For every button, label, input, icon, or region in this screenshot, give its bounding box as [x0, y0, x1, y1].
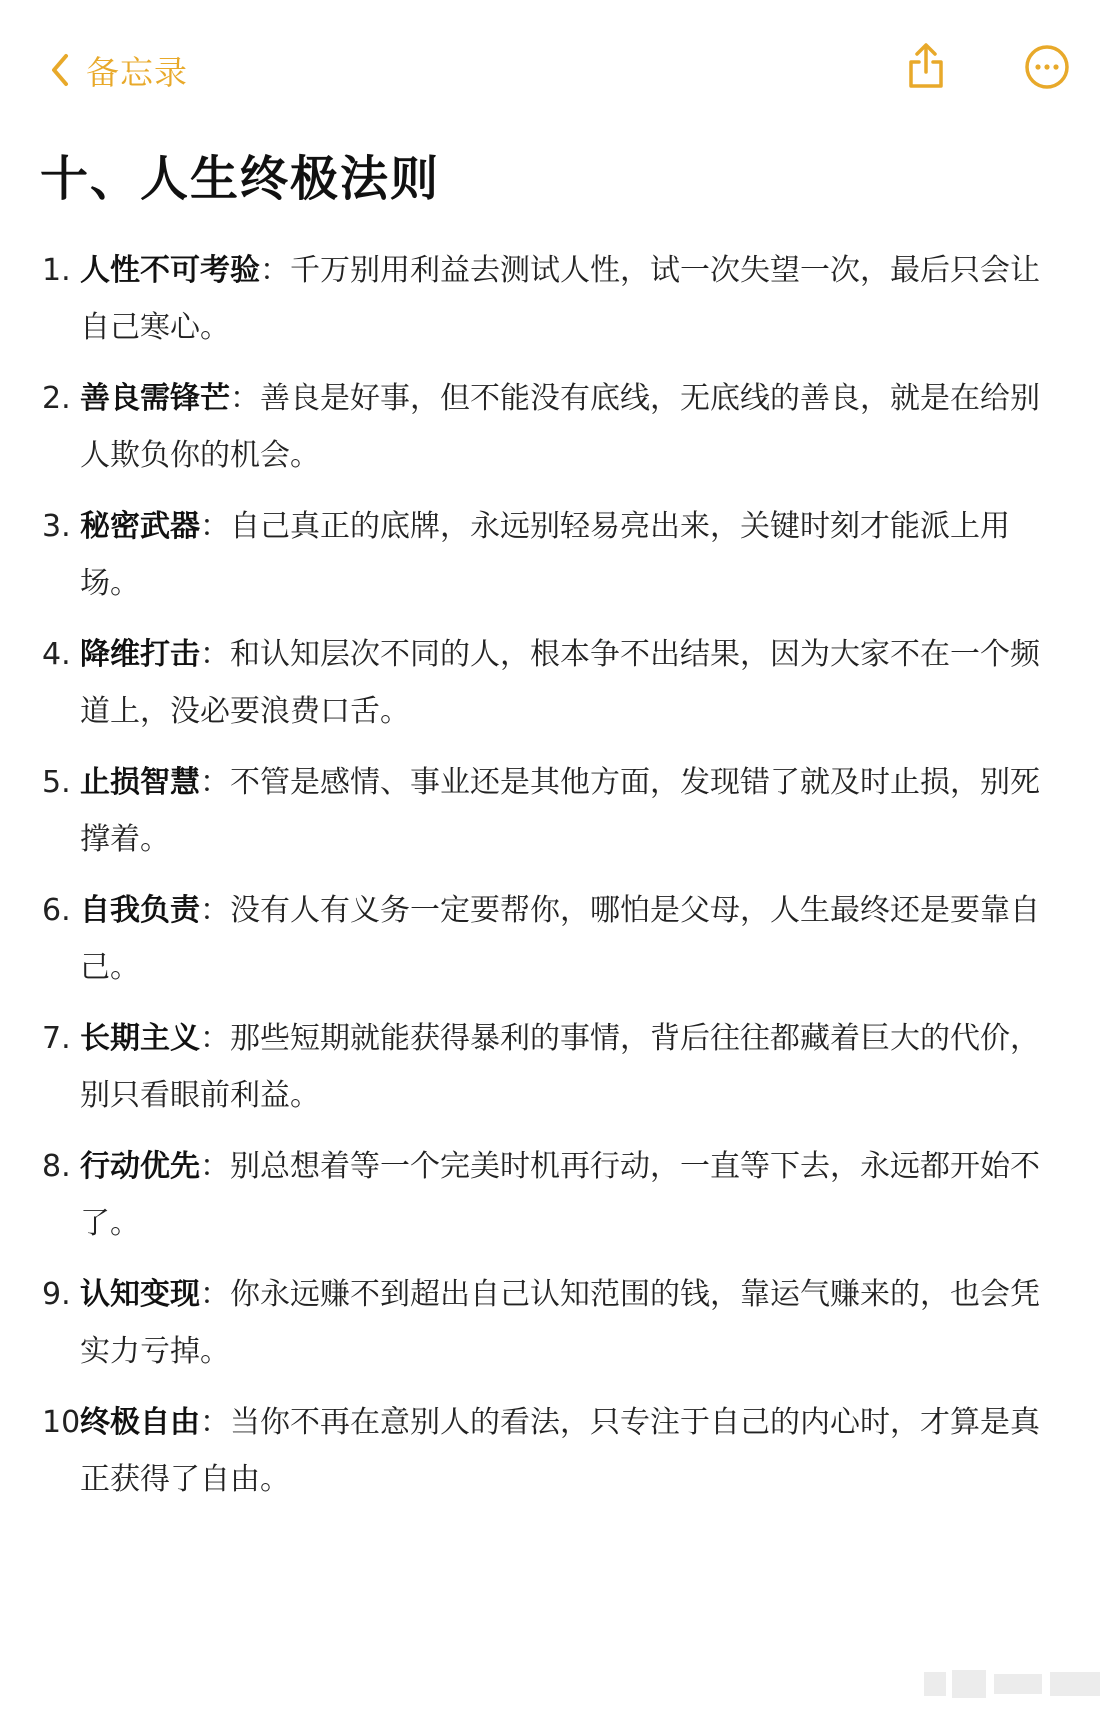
- item-number: 5.: [42, 765, 71, 800]
- item-number: 2.: [42, 381, 71, 416]
- list-item: [0, 1266, 1066, 1380]
- item-text: 善良是好事，但不能没有底线，无底线的善良，就是在给别人欺负你的机会。: [80, 381, 1040, 473]
- list-item: [0, 498, 1066, 612]
- share-icon: [904, 75, 948, 94]
- list-item: [0, 1010, 1066, 1124]
- list-item: [0, 1394, 1066, 1508]
- item-separator: ：: [200, 637, 230, 672]
- item-separator: ：: [200, 765, 230, 800]
- item-separator: ：: [200, 1277, 230, 1312]
- item-separator: ：: [200, 509, 230, 544]
- item-number: 9.: [42, 1277, 71, 1312]
- item-text: 别总想着等一个完美时机再行动，一直等下去，永远都开始不了。: [80, 1149, 1040, 1241]
- item-label: 行动优先: [80, 1149, 200, 1184]
- more-button[interactable]: [1024, 44, 1070, 94]
- item-separator: ：: [200, 1405, 230, 1440]
- navigation-bar: [0, 0, 1114, 140]
- item-text: 没有人有义务一定要帮你，哪怕是父母，人生最终还是要靠自己。: [80, 893, 1040, 985]
- watermark: [924, 1664, 1104, 1704]
- list-item: [0, 242, 1066, 356]
- back-button[interactable]: [50, 46, 188, 94]
- item-label: 自我负责: [80, 893, 200, 928]
- item-number: 10: [42, 1405, 81, 1440]
- item-text: 千万别用利益去测试人性，试一次失望一次，最后只会让自己寒心。: [80, 253, 1040, 345]
- item-text: 自己真正的底牌，永远别轻易亮出来，关键时刻才能派上用场。: [80, 509, 1010, 601]
- item-label: 认知变现: [80, 1277, 200, 1312]
- list-item: [0, 370, 1066, 484]
- item-label: 秘密武器: [80, 509, 200, 544]
- item-label: 人性不可考验: [80, 253, 260, 288]
- share-button[interactable]: [904, 42, 948, 94]
- item-label: 降维打击: [80, 637, 200, 672]
- item-label: 终极自由: [80, 1405, 200, 1440]
- item-text: 和认知层次不同的人，根本争不出结果，因为大家不在一个频道上，没必要浪费口舌。: [80, 637, 1040, 729]
- item-text: 你永远赚不到超出自己认知范围的钱，靠运气赚来的，也会凭实力亏掉。: [80, 1277, 1040, 1369]
- more-icon: [1024, 75, 1070, 94]
- item-label: 止损智慧: [80, 765, 200, 800]
- item-separator: ：: [200, 1021, 230, 1056]
- note-title: 十、人生终极法则: [40, 151, 441, 207]
- item-number: 3.: [42, 509, 71, 544]
- chevron-left-icon: [50, 53, 70, 87]
- item-separator: ：: [230, 381, 260, 416]
- item-separator: ：: [200, 893, 230, 928]
- list-item: [0, 626, 1066, 740]
- item-label: 长期主义: [80, 1021, 200, 1056]
- item-number: 8.: [42, 1149, 71, 1184]
- list-item: [0, 754, 1066, 868]
- item-separator: ：: [260, 253, 290, 288]
- item-number: 6.: [42, 893, 71, 928]
- rules-list: [0, 242, 1114, 1522]
- item-label: 善良需锋芒: [80, 381, 230, 416]
- list-item: [0, 1138, 1066, 1252]
- item-separator: ：: [200, 1149, 230, 1184]
- back-label: 备忘录: [86, 52, 188, 92]
- list-item: [0, 882, 1066, 996]
- item-text: 那些短期就能获得暴利的事情，背后往往都藏着巨大的代价，别只看眼前利益。: [80, 1021, 1040, 1113]
- item-text: 不管是感情、事业还是其他方面，发现错了就及时止损，别死撑着。: [80, 765, 1040, 857]
- item-number: 4.: [42, 637, 71, 672]
- item-number: 7.: [42, 1021, 71, 1056]
- item-text: 当你不再在意别人的看法，只专注于自己的内心时，才算是真正获得了自由。: [80, 1405, 1040, 1497]
- item-number: 1.: [42, 253, 71, 288]
